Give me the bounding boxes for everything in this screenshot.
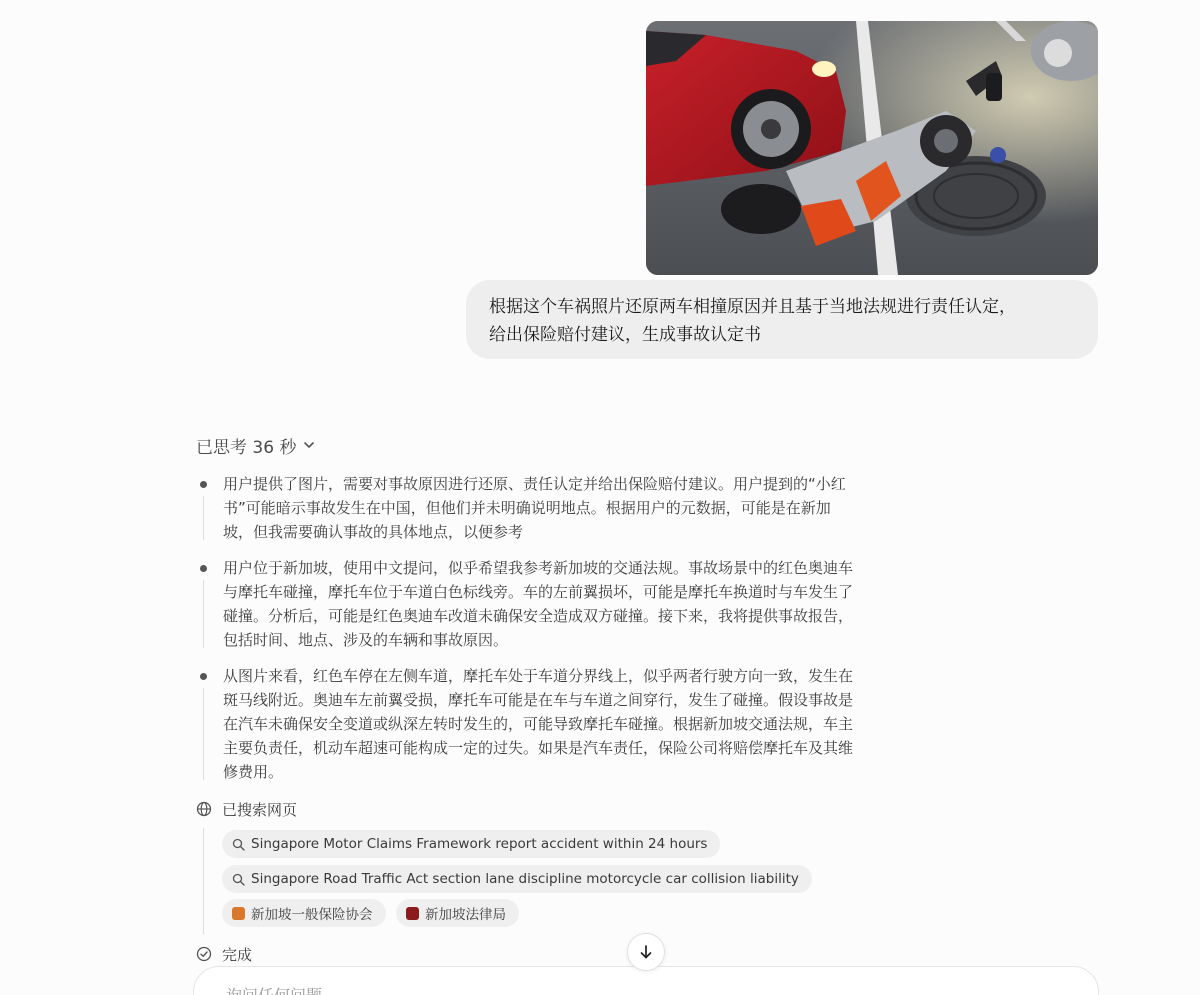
search-query-chip[interactable] xyxy=(222,865,812,893)
accident-photo[interactable] xyxy=(646,21,1098,275)
text-line: 包括时间、地点、涉及的车辆和事故原因。 xyxy=(223,631,509,649)
thinking-duration-label: 已思考 36 秒 xyxy=(196,437,297,458)
thinking-step xyxy=(196,472,926,544)
bullet-dot xyxy=(200,481,207,488)
thinking-step-text xyxy=(223,664,915,784)
text-line: 在汽车未确保安全变道或纵深左转时发生的，可能导致摩托车碰撞。根据新加坡交通法规，车主 xyxy=(223,715,854,733)
source-chip[interactable] xyxy=(222,899,386,927)
thinking-step xyxy=(196,556,926,652)
scroll-to-bottom-button[interactable] xyxy=(627,933,665,971)
text-line: 从图片来看，红色车停在左侧车道，摩托车处于车道分界线上，似乎两者行驶方向一致，发生在 xyxy=(223,667,854,685)
search-icon xyxy=(232,838,245,851)
thinking-steps xyxy=(196,472,926,796)
thinking-step-text xyxy=(223,556,915,652)
check-circle-icon xyxy=(196,946,212,962)
chevron-down-icon xyxy=(302,438,316,452)
text-line: 碰撞。分析后，可能是红色奥迪车改道未确保安全造成双方碰撞。接下来，我将提供事故报告， xyxy=(223,607,854,625)
accident-photo-illustration xyxy=(646,21,1098,275)
status-label: 完成 xyxy=(222,945,253,964)
text-line: 与摩托车碰撞，摩托车位于车道白色标线旁。车的左前翼损坏，可能是摩托车换道时与车发生了 xyxy=(223,583,854,601)
status-row xyxy=(196,943,252,965)
user-message-line: 给出保险赔付建议，生成事故认定书 xyxy=(489,325,761,345)
timeline-rail xyxy=(203,496,204,540)
web-search-label: 已搜索网页 xyxy=(222,800,298,819)
arrow-down-icon xyxy=(637,943,655,961)
globe-icon xyxy=(196,801,212,817)
search-query-text: Singapore Motor Claims Framework report accident within 24 hours xyxy=(251,836,708,852)
text-line: 用户位于新加坡，使用中文提问，似乎希望我参考新加坡的交通法规。事故场景中的红色奥迪车 xyxy=(223,559,854,577)
thinking-toggle[interactable] xyxy=(196,432,316,458)
search-query-chip[interactable] xyxy=(222,830,720,858)
site-favicon-icon xyxy=(406,907,419,920)
source-name: 新加坡一般保险协会 xyxy=(251,907,373,923)
user-message-bubble xyxy=(466,280,1098,359)
site-favicon-icon xyxy=(232,907,245,920)
text-line: 主要负责任，机动车超速可能构成一定的过失。如果是汽车责任，保险公司将赔偿摩托车及其维 xyxy=(223,739,854,757)
bullet-dot xyxy=(200,565,207,572)
search-icon xyxy=(232,873,245,886)
timeline-rail xyxy=(203,580,204,648)
user-message-line: 根据这个车祸照片还原两车相撞原因并且基于当地法规进行责任认定， xyxy=(489,297,1016,317)
thinking-step xyxy=(196,664,926,784)
text-line: 修费用。 xyxy=(223,763,284,781)
source-name: 新加坡法律局 xyxy=(425,907,506,923)
timeline-rail xyxy=(203,828,204,934)
timeline-rail xyxy=(203,688,204,780)
text-line: 坡，但我需要确认事故的具体地点，以便参考 xyxy=(223,523,524,541)
web-search-header xyxy=(196,798,297,820)
text-line: 用户提供了图片，需要对事故原因进行还原、责任认定并给出保险赔付建议。用户提到的“小红 xyxy=(223,475,846,493)
source-chip[interactable] xyxy=(396,899,519,927)
message-input[interactable] xyxy=(224,985,928,995)
text-line: 斑马线附近。奥迪车左前翼受损，摩托车可能是在车与车道之间穿行，发生了碰撞。假设事故是 xyxy=(223,691,854,709)
bullet-dot xyxy=(200,673,207,680)
thinking-step-text xyxy=(223,472,915,544)
text-line: 书”可能暗示事故发生在中国，但他们并未明确说明地点。根据用户的元数据，可能是在新加 xyxy=(223,499,831,517)
search-query-text: Singapore Road Traffic Act section lane discipline motorcycle car collision liability xyxy=(251,871,799,887)
